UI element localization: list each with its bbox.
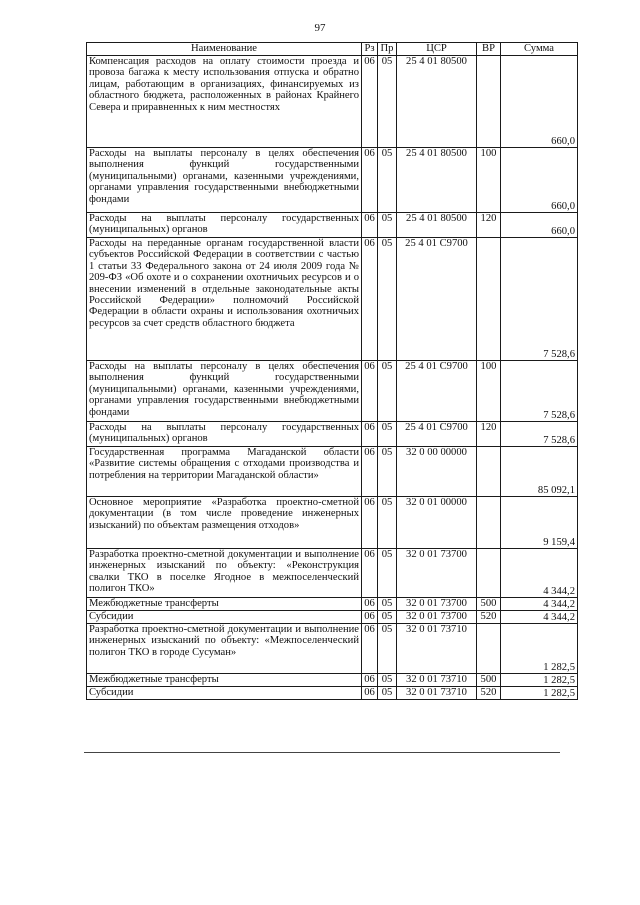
- row-pr: 05: [378, 549, 397, 598]
- row-pr: 05: [378, 238, 397, 361]
- row-name: Расходы на выплаты персоналу в целях обеспечения выполнения функций государственными (муниципальными) органами, казенными учреждениями, органами управления государственными внебюджетными фондами: [87, 361, 362, 422]
- row-sum: 4 344,2: [501, 598, 578, 611]
- table-row: [87, 213, 578, 238]
- row-csr: 25 4 01 80500: [397, 213, 477, 238]
- row-rz: 06: [362, 422, 378, 447]
- header-sum: Сумма: [501, 43, 578, 56]
- row-sum: 4 344,2: [501, 549, 578, 598]
- row-rz: 06: [362, 148, 378, 213]
- row-pr: 05: [378, 624, 397, 674]
- row-pr: 05: [378, 687, 397, 700]
- row-vr: 120: [477, 422, 501, 447]
- table-row: [87, 497, 578, 549]
- row-vr: 520: [477, 687, 501, 700]
- header-vr: ВР: [477, 43, 501, 56]
- row-csr: 32 0 01 73700: [397, 549, 477, 598]
- table-row: [87, 611, 578, 624]
- header-csr: ЦСР: [397, 43, 477, 56]
- row-rz: 06: [362, 687, 378, 700]
- row-name: Государственная программа Магаданской области «Развитие системы обращения с отходами производства и потребления на территории Магаданской области»: [87, 447, 362, 497]
- row-csr: 25 4 01 С9700: [397, 361, 477, 422]
- row-csr: 32 0 01 73710: [397, 624, 477, 674]
- row-sum: 7 528,6: [501, 422, 578, 447]
- row-name: Субсидии: [87, 611, 362, 624]
- bottom-rule: [84, 752, 560, 753]
- row-rz: 06: [362, 611, 378, 624]
- row-pr: 05: [378, 598, 397, 611]
- row-vr: 520: [477, 611, 501, 624]
- row-pr: 05: [378, 611, 397, 624]
- row-pr: 05: [378, 447, 397, 497]
- table-row: [87, 148, 578, 213]
- row-name: Расходы на выплаты персоналу государственных (муниципальных) органов: [87, 213, 362, 238]
- row-vr: [477, 624, 501, 674]
- row-sum: 660,0: [501, 56, 578, 148]
- row-rz: 06: [362, 56, 378, 148]
- row-sum: 1 282,5: [501, 624, 578, 674]
- row-pr: 05: [378, 213, 397, 238]
- row-csr: 25 4 01 80500: [397, 56, 477, 148]
- row-pr: 05: [378, 422, 397, 447]
- row-sum: 1 282,5: [501, 687, 578, 700]
- row-name: Межбюджетные трансферты: [87, 598, 362, 611]
- row-name: Основное мероприятие «Разработка проектно-сметной документации (в том числе проведение инженерных изысканий) по объектам размещения отходов»: [87, 497, 362, 549]
- header-rz: Рз: [362, 43, 378, 56]
- row-sum: 85 092,1: [501, 447, 578, 497]
- table-row: [87, 674, 578, 687]
- page-number: 97: [314, 22, 326, 34]
- row-rz: 06: [362, 497, 378, 549]
- row-csr: 32 0 01 73710: [397, 674, 477, 687]
- row-name: Компенсация расходов на оплату стоимости проезда и провоза багажа к месту использования отпуска и обратно лицам, работающим в организациях, финансируемых из областного бюджета, расположенных в районах Крайнего Севера и приравненных к ним местностях: [87, 56, 362, 148]
- row-name: Субсидии: [87, 687, 362, 700]
- row-vr: [477, 447, 501, 497]
- table-row: [87, 687, 578, 700]
- row-pr: 05: [378, 497, 397, 549]
- row-vr: [477, 497, 501, 549]
- row-sum: 7 528,6: [501, 361, 578, 422]
- row-pr: 05: [378, 674, 397, 687]
- row-name: Межбюджетные трансферты: [87, 674, 362, 687]
- row-name: Разработка проектно-сметной документации и выполнение инженерных изысканий по объекту: «Межпоселенческий полигон ТКО в городе Сусуман»: [87, 624, 362, 674]
- table-row: [87, 238, 578, 361]
- row-sum: 9 159,4: [501, 497, 578, 549]
- table-row: [87, 447, 578, 497]
- row-vr: [477, 238, 501, 361]
- header-name: Наименование: [87, 43, 362, 56]
- row-csr: 32 0 01 73700: [397, 598, 477, 611]
- table-row: [87, 598, 578, 611]
- row-rz: 06: [362, 447, 378, 497]
- row-vr: 120: [477, 213, 501, 238]
- row-vr: [477, 549, 501, 598]
- table-header-row: [87, 43, 578, 56]
- row-rz: 06: [362, 213, 378, 238]
- row-rz: 06: [362, 598, 378, 611]
- row-pr: 05: [378, 361, 397, 422]
- row-name: Разработка проектно-сметной документации и выполнение инженерных изысканий по объекту: «Реконструкция свалки ТКО в поселке Ягодное в межпоселенческий полигон ТКО»: [87, 549, 362, 598]
- row-csr: 25 4 01 С9700: [397, 422, 477, 447]
- table-row: [87, 624, 578, 674]
- row-rz: 06: [362, 674, 378, 687]
- row-sum: 7 528,6: [501, 238, 578, 361]
- table-row: [87, 549, 578, 598]
- row-rz: 06: [362, 624, 378, 674]
- row-vr: 500: [477, 674, 501, 687]
- row-pr: 05: [378, 56, 397, 148]
- header-pr: Пр: [378, 43, 397, 56]
- row-csr: 25 4 01 С9700: [397, 238, 477, 361]
- table-row: [87, 361, 578, 422]
- row-vr: 500: [477, 598, 501, 611]
- row-sum: 1 282,5: [501, 674, 578, 687]
- table-row: [87, 422, 578, 447]
- row-csr: 25 4 01 80500: [397, 148, 477, 213]
- row-vr: [477, 56, 501, 148]
- row-pr: 05: [378, 148, 397, 213]
- table-row: [87, 56, 578, 148]
- row-name: Расходы на выплаты персоналу в целях обеспечения выполнения функций государственными (муниципальными) органами, казенными учреждениями, органами управления государственными внебюджетными фондами: [87, 148, 362, 213]
- row-name: Расходы на выплаты персоналу государственных (муниципальных) органов: [87, 422, 362, 447]
- row-rz: 06: [362, 361, 378, 422]
- row-csr: 32 0 01 73700: [397, 611, 477, 624]
- row-sum: 4 344,2: [501, 611, 578, 624]
- row-rz: 06: [362, 238, 378, 361]
- row-rz: 06: [362, 549, 378, 598]
- row-csr: 32 0 00 00000: [397, 447, 477, 497]
- row-sum: 660,0: [501, 148, 578, 213]
- row-csr: 32 0 01 00000: [397, 497, 477, 549]
- row-vr: 100: [477, 148, 501, 213]
- row-name: Расходы на переданные органам государственной власти субъектов Российской Федерации в соответствии с частью 1 статьи 33 Федерального закона от 24 июля 2009 года № 209-ФЗ «Об охоте и о сохранении охотничьих ресурсов и о внесении изменений в отдельные законодательные акты Российской Федерации» полномочий Российской Федерации в области охраны и использования охотничьих ресурсов за счет средств областного бюджета: [87, 238, 362, 361]
- row-vr: 100: [477, 361, 501, 422]
- budget-table: [86, 42, 578, 700]
- row-csr: 32 0 01 73710: [397, 687, 477, 700]
- row-sum: 660,0: [501, 213, 578, 238]
